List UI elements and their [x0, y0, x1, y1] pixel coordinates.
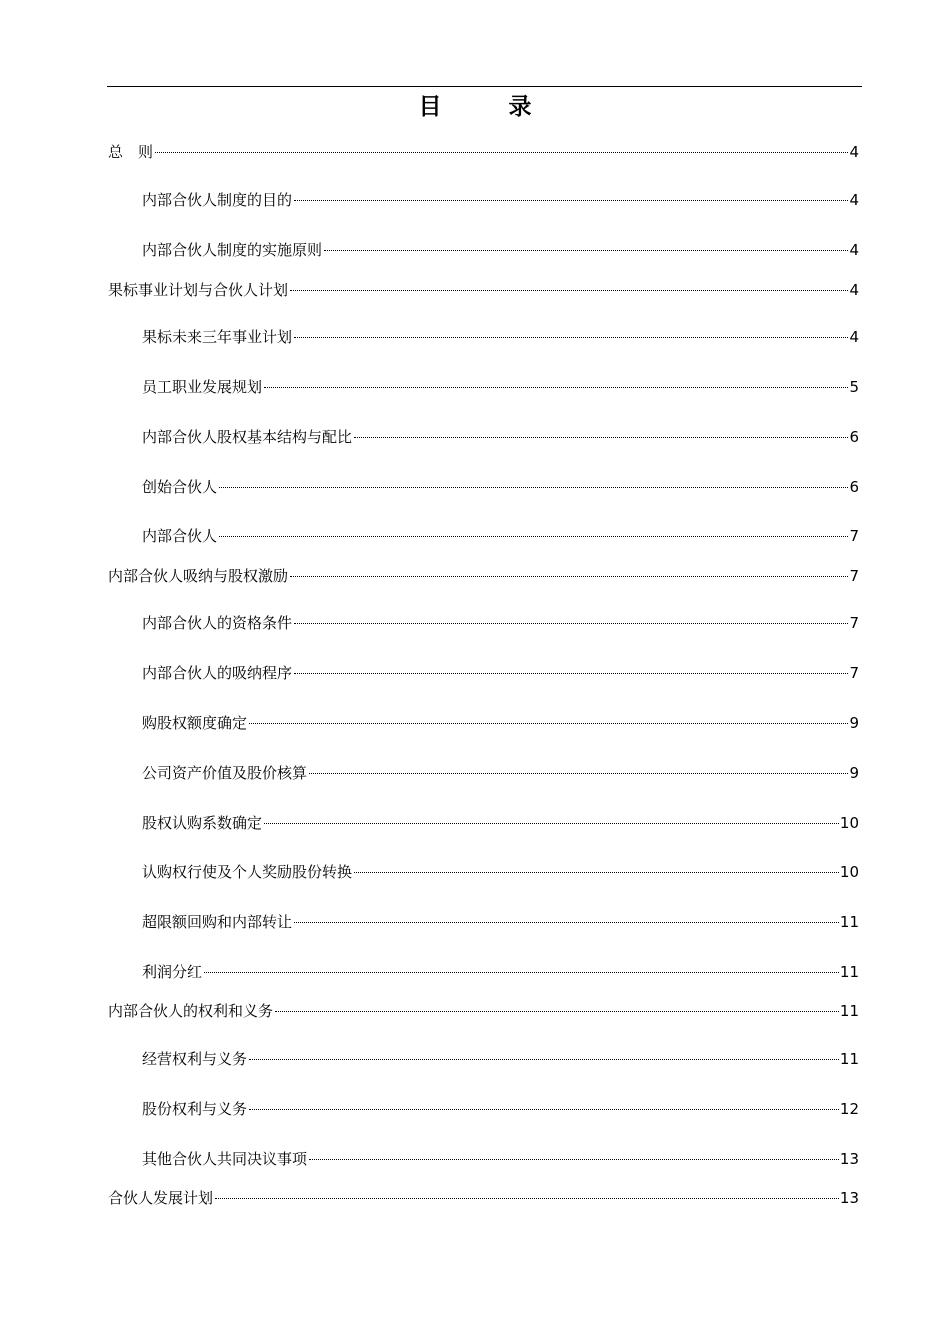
toc-entry-page: 5: [849, 378, 859, 396]
toc-entry-label: 内部合伙人的权利和义务: [108, 1002, 274, 1020]
dot-leader: [294, 922, 839, 923]
dot-leader: [290, 576, 848, 577]
dot-leader: [249, 1109, 839, 1110]
toc-entry[interactable]: [108, 279, 859, 301]
dot-leader: [294, 623, 848, 624]
toc-entry[interactable]: [142, 861, 859, 883]
toc-entry-page: 11: [839, 963, 859, 981]
toc-entry[interactable]: [142, 376, 859, 398]
toc-entry-page: 7: [849, 664, 859, 682]
toc-entry-label: 创始合伙人: [142, 478, 218, 496]
toc-entry[interactable]: [142, 762, 859, 784]
toc-entry-page: 10: [839, 814, 859, 832]
toc-entry-label: 内部合伙人: [142, 527, 218, 545]
toc-entry-page: 7: [849, 567, 859, 585]
dot-leader: [264, 387, 848, 388]
toc-entry-page: 4: [849, 191, 859, 209]
toc-entry-label: 内部合伙人制度的实施原则: [142, 241, 323, 259]
toc-entry[interactable]: [142, 911, 859, 933]
dot-leader: [309, 773, 848, 774]
toc-entry[interactable]: [108, 1000, 859, 1022]
toc-entry-page: 11: [839, 1050, 859, 1068]
toc-entry-label: 员工职业发展规划: [142, 378, 263, 396]
toc-entry[interactable]: [142, 961, 859, 983]
toc-entry-page: 6: [849, 478, 859, 496]
toc-entry[interactable]: [142, 1148, 859, 1170]
toc-entry-label: 股权认购系数确定: [142, 814, 263, 832]
toc-entry-page: 11: [839, 1002, 859, 1020]
dot-leader: [294, 200, 848, 201]
dot-leader: [290, 290, 848, 291]
toc-entry[interactable]: [142, 1048, 859, 1070]
dot-leader: [249, 723, 848, 724]
toc-entry-page: 7: [849, 614, 859, 632]
toc-entry[interactable]: [142, 1098, 859, 1120]
dot-leader: [324, 250, 848, 251]
toc-entry[interactable]: [108, 141, 859, 163]
toc-entry-label: 内部合伙人的资格条件: [142, 614, 293, 632]
toc-entry[interactable]: [142, 239, 859, 261]
toc-entry-page: 12: [839, 1100, 859, 1118]
toc-entry-label: 内部合伙人吸纳与股权激励: [108, 567, 289, 585]
toc-entry[interactable]: [142, 326, 859, 348]
toc-entry-page: 9: [849, 764, 859, 782]
toc-entry-page: 7: [849, 527, 859, 545]
toc-entry[interactable]: [142, 525, 859, 547]
dot-leader: [215, 1198, 839, 1199]
toc-entry-page: 4: [849, 281, 859, 299]
toc-entry-label: 总 则: [108, 143, 154, 161]
dot-leader: [294, 673, 848, 674]
dot-leader: [219, 487, 848, 488]
toc-entry-page: 11: [839, 913, 859, 931]
toc-entry-label: 内部合伙人制度的目的: [142, 191, 293, 209]
dot-leader: [354, 437, 848, 438]
toc-entry-label: 果标事业计划与合伙人计划: [108, 281, 289, 299]
toc-entry-label: 股份权利与义务: [142, 1100, 248, 1118]
toc-entry-label: 经营权利与义务: [142, 1050, 248, 1068]
toc-entry-label: 果标未来三年事业计划: [142, 328, 293, 346]
toc-entry-page: 4: [849, 143, 859, 161]
dot-leader: [275, 1011, 839, 1012]
toc-entry[interactable]: [142, 612, 859, 634]
dot-leader: [204, 972, 839, 973]
toc-entry-label: 公司资产价值及股价核算: [142, 764, 308, 782]
dot-leader: [309, 1159, 839, 1160]
toc-entry[interactable]: [108, 565, 859, 587]
toc-entry[interactable]: [142, 712, 859, 734]
toc-entry-page: 4: [849, 328, 859, 346]
toc-entry[interactable]: [142, 662, 859, 684]
toc-entry[interactable]: [108, 1187, 859, 1209]
toc-entry-label: 其他合伙人共同决议事项: [142, 1150, 308, 1168]
toc-entry[interactable]: [142, 189, 859, 211]
toc-entry-label: 超限额回购和内部转让: [142, 913, 293, 931]
toc-entry-label: 认购权行使及个人奖励股份转换: [142, 863, 353, 881]
toc-entry[interactable]: [142, 476, 859, 498]
dot-leader: [219, 536, 848, 537]
toc-entry-page: 9: [849, 714, 859, 732]
dot-leader: [155, 152, 848, 153]
toc-entry-label: 购股权额度确定: [142, 714, 248, 732]
toc-entry-label: 利润分红: [142, 963, 203, 981]
toc-entry-page: 6: [849, 428, 859, 446]
dot-leader: [264, 823, 839, 824]
dot-leader: [249, 1059, 839, 1060]
toc-entry-page: 13: [839, 1189, 859, 1207]
toc-entry-label: 内部合伙人的吸纳程序: [142, 664, 293, 682]
toc-entry-page: 10: [839, 863, 859, 881]
toc-entry[interactable]: [142, 812, 859, 834]
toc-entry[interactable]: [142, 426, 859, 448]
toc-title: 目 录: [418, 94, 554, 120]
toc-entry-label: 内部合伙人股权基本结构与配比: [142, 428, 353, 446]
toc-entry-label: 合伙人发展计划: [108, 1189, 214, 1207]
dot-leader: [354, 872, 839, 873]
toc-entry-page: 13: [839, 1150, 859, 1168]
toc-entry-page: 4: [849, 241, 859, 259]
dot-leader: [294, 337, 848, 338]
